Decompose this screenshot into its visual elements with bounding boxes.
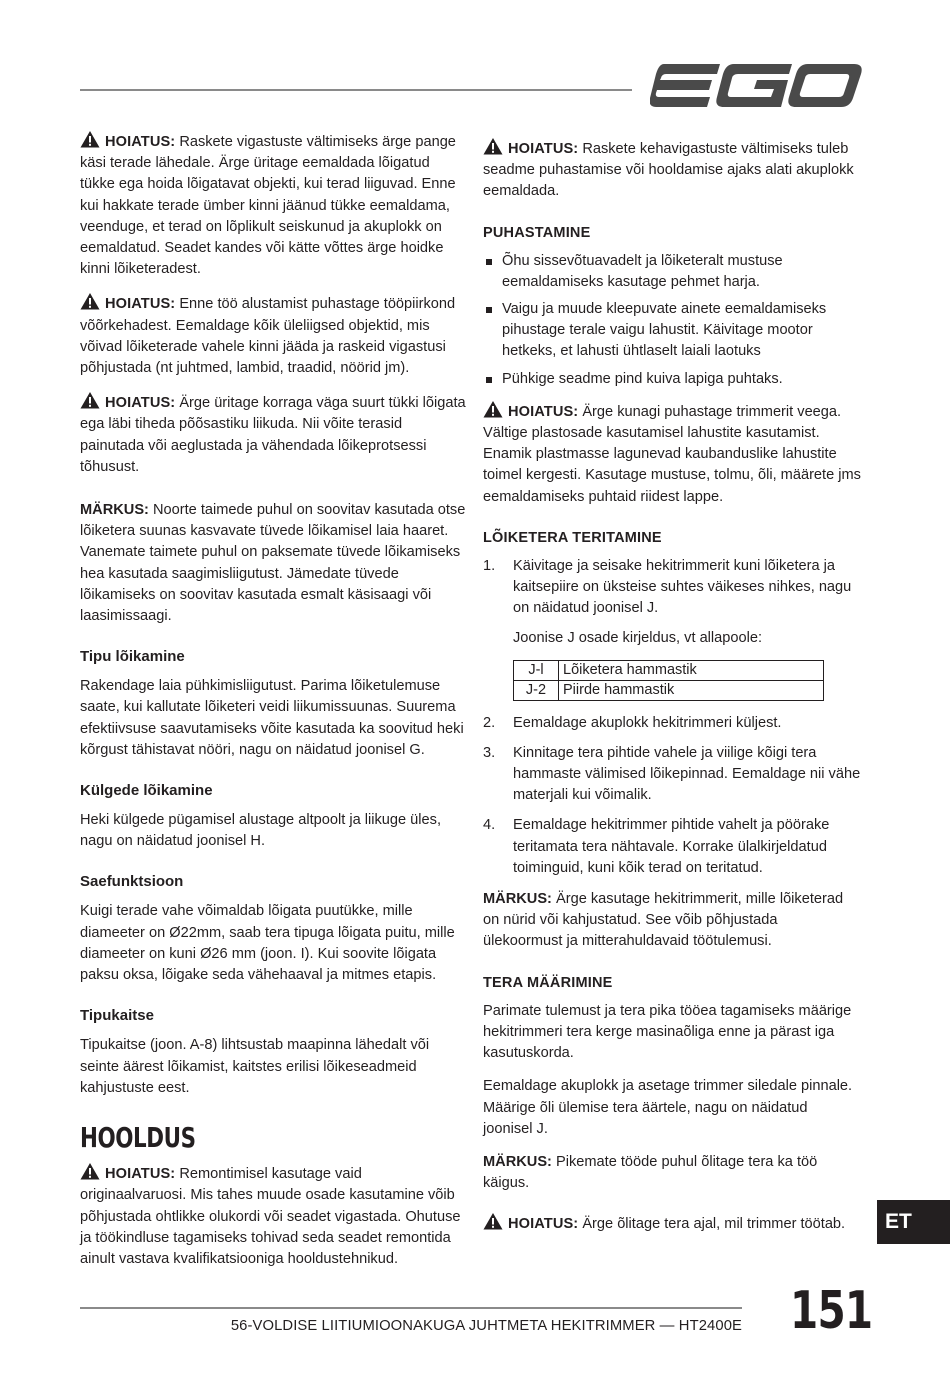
- warning-triangle-icon: [483, 137, 503, 155]
- step-number: 3.: [483, 744, 496, 761]
- sharpening-steps: [483, 556, 861, 620]
- sides-text: Heki külgede pügamisel alustage altpoolt ja liikuge üles, nagu on näidatud joonisel H.: [80, 812, 442, 850]
- warning-text: Ärge õlitage tera ajal, mil trimmer töötab.: [582, 1216, 846, 1233]
- tip-text: Rakendage laia pühkimisliigutust. Parima lõiketulemuse saate, kui kallutate lõiketeri veidi liikumissuunas. Suurema efektiivsuse saavutamiseks võite kasutada ka soovitud heki kõrgust tähistavat nööri, nagu on näidatud joonisel G.: [80, 678, 464, 758]
- section-heading-cleaning: PUHASTAMINE: [483, 224, 591, 241]
- warning-text: Remontimisel kasutage vaid originaalvaruosi. Mis tahes muude osade kasutamine võib põhjustada ohtlikke olukordi või seadet vigastada. Ohutuse ja töökindluse tagamiseks tohivad seda seadet remontida ainult vastava kvalifikatsiooniga hooldustehnikud.: [80, 1166, 461, 1267]
- page-number: 151: [790, 1281, 873, 1341]
- section-heading-sharpening: LÕIKETERA TERITAMINE: [483, 529, 662, 546]
- parts-table: [513, 660, 824, 701]
- note-label: MÄRKUS:: [80, 502, 149, 519]
- warning-triangle-icon: [80, 1162, 100, 1180]
- footer-title: 56-VOLDISE LIITIUMIOONAKUGA JUHTMETA HEKITRIMMER — HT2400E: [230, 1318, 742, 1334]
- warning-text: Ärge üritage korraga väga suurt tükki lõigata ega läbi tiheda põõsastiku liikuda. Nii võite terasid painutada või aeglustada ja vähendada lõikeprotsessi tõhusust.: [80, 395, 466, 475]
- step-number: 1.: [483, 557, 496, 574]
- warning-text: Enne töö alustamist puhastage tööpiirkond võõrkehadest. Eemaldage kõik üleliigsed objektid, mis võivad lõiketerade vahele kinni jääda ja raskeid vigastusi põhjustada (nt juhtmed, lambid, traadid, nöörid jm).: [80, 296, 456, 377]
- section-heading-lubrication: TERA MÄÄRIMINE: [483, 974, 613, 991]
- saw-text: Kuigi terade vahe võimaldab lõigata puutükke, mille diameeter on Ø22mm, saab tera tipuga lõigata puitu, mille diameeter on kuni Ø26 mm (joon. I). Kui soovite lõigata paksu oksa, lõigake seda vähehaaval ja mitmes etapis.: [80, 903, 455, 984]
- list-item: [483, 815, 861, 879]
- list-item: Pühkige seadme pind kuiva lapiga puhtaks.: [483, 369, 861, 390]
- lubrication-text: Eemaldage akuplokk ja asetage trimmer siledale pinnale. Määrige õli ülemise tera äärtele, nagu on näidatud joonisel J.: [483, 1078, 853, 1137]
- section-heading-sides: Külgede lõikamine: [80, 782, 213, 800]
- warning-label: HOIATUS:: [105, 134, 176, 150]
- step-text: Kinnitage tera pihtide vahele ja viilige kõigi tera hammaste välimised lõikepinnad. Eemaldage nii vähe materjali kui võimalik.: [513, 744, 861, 804]
- list-item: [483, 556, 861, 620]
- sharpening-steps: [483, 713, 861, 879]
- table-row: [514, 680, 824, 700]
- table-cell: J-2: [514, 680, 559, 700]
- step-text: Käivitage ja seisake hekitrimmerit kuni lõiketera ja kaitsepiire on üksteise suhtes väikeses nihkes, nagu on näidatud joonisel J.: [513, 557, 852, 617]
- step-text: Eemaldage hekitrimmer pihtide vahelt ja pöörake teritamata tera nähtavale. Korrake ülalkirjeldatud toiminguid, kuni kõik terad on teritatud.: [513, 817, 830, 876]
- section-heading-guard: Tipukaitse: [80, 1007, 154, 1025]
- header-rule: [80, 89, 632, 91]
- list-item: Õhu sissevõtuavadelt ja lõiketeralt mustuse eemaldamiseks kasutage pehmet harja.: [483, 251, 861, 293]
- left-column: [80, 130, 466, 1282]
- step-text: Eemaldage akuplokk hekitrimmeri küljest.: [513, 714, 782, 731]
- warning-label: HOIATUS:: [508, 141, 579, 157]
- section-heading-tip: Tipu lõikamine: [80, 648, 185, 666]
- section-heading-saw: Saefunktsioon: [80, 873, 184, 891]
- maintenance-heading: HOOLDUS: [80, 1120, 196, 1154]
- warning-triangle-icon: [483, 1212, 503, 1230]
- warning-triangle-icon: [483, 400, 503, 418]
- table-cell: Piirde hammastik: [559, 680, 824, 700]
- warning-paragraph: [483, 137, 861, 203]
- warning-paragraph: [80, 1162, 466, 1270]
- table-cell: J-l: [514, 660, 559, 680]
- figure-caption: Joonise J osade kirjeldus, vt allapoole:: [513, 630, 763, 647]
- note-paragraph: [483, 1152, 861, 1194]
- warning-label: HOIATUS:: [105, 395, 176, 412]
- ego-logo: [650, 62, 862, 118]
- warning-text: Raskete vigastuste vältimiseks ärge pange käsi terade lähedale. Ärge üritage eemaldada lõigatud tükke ega hoida lõigatavat objekti, kui terad liiguvad. Enne kui hakkate terade ümber kinni jäänud tükke eemaldama, veenduge, et terad on lõplikult seiskunud ja akuplokk on eemaldatud. Seadet kandes või kätte võttes ärge hoidke kinni lõiketeradest.: [80, 134, 456, 278]
- warning-label: HOIATUS:: [105, 1166, 176, 1183]
- footer-rule: [80, 1307, 742, 1309]
- warning-label: HOIATUS:: [508, 1216, 579, 1233]
- right-column: [483, 137, 861, 1248]
- warning-text: Ärge kunagi puhastage trimmerit veega. Vältige plastosade kasutamisel lahustite kasutamist. Enamik plastmasse lagunevad kaubanduslike lahustite toimel kergesti. Kasutage mustuse, tolmu, õli, määrete jms eemaldamiseks puhtaid riidest lappe.: [483, 403, 861, 505]
- note-label: MÄRKUS:: [483, 1153, 552, 1170]
- table-row: [514, 660, 824, 680]
- list-item: Vaigu ja muude kleepuvate ainete eemaldamiseks pihustage terale vaigu lahustit. Käivitage mootor hetkeks, et lahusti ühtlaselt laiali laotuks: [483, 299, 861, 363]
- list-item: [483, 713, 861, 734]
- warning-paragraph: [80, 391, 466, 478]
- note-paragraph: [483, 889, 861, 953]
- note-text: Ärge kasutage hekitrimmerit, mille lõiketerad on nürid või kahjustatud. See võib põhjustada ülekoormust ja mitterahuldavaid töötulemusi.: [483, 891, 844, 950]
- guard-text: Tipukaitse (joon. A-8) lihtsustab maapinna lähedalt või seinte äärest lõikamist, kaitstes erilisi lõikeseadmeid kahjustuste eest.: [80, 1037, 430, 1096]
- warning-label: HOIATUS:: [508, 403, 579, 420]
- step-number: 2.: [483, 714, 496, 731]
- warning-paragraph: [80, 292, 466, 379]
- note-text: Pikemate tööde puhul õlitage tera ka töö käigus.: [483, 1153, 818, 1192]
- language-tab: ET: [877, 1200, 950, 1244]
- warning-triangle-icon: [80, 130, 100, 148]
- note-paragraph: [80, 500, 466, 627]
- step-number: 4.: [483, 817, 496, 834]
- warning-text: Raskete kehavigastuste vältimiseks tuleb seadme puhastamise või hooldamise ajaks alati akuplokk eemaldada.: [483, 141, 854, 200]
- note-label: MÄRKUS:: [483, 891, 552, 908]
- list-item: [483, 743, 861, 807]
- warning-triangle-icon: [80, 292, 100, 310]
- warning-paragraph: [80, 130, 466, 280]
- warning-label: HOIATUS:: [105, 296, 176, 313]
- lubrication-text: Parimate tulemust ja tera pika tööea tagamiseks määrige hekitrimmeri tera kerge masinaõliga enne ja pärast iga kasutuskorda.: [483, 1002, 852, 1062]
- warning-paragraph: [483, 1212, 861, 1235]
- table-cell: Lõiketera hammastik: [559, 660, 824, 680]
- note-text: Noorte taimede puhul on soovitav kasutada otse lõiketera suunas kasvavate tüvede lõikamisel laia haaret. Vanemate taimete puhul on paksemate tüvede lõikamiseks hea kasutada saagimisliigutust. Jämedate tüvede lõikamiseks on soovitav kasutada esmalt käsisaagi või laasimissaagi.: [80, 502, 466, 625]
- warning-triangle-icon: [80, 391, 100, 409]
- warning-paragraph: [483, 400, 861, 508]
- cleaning-list: [483, 251, 861, 390]
